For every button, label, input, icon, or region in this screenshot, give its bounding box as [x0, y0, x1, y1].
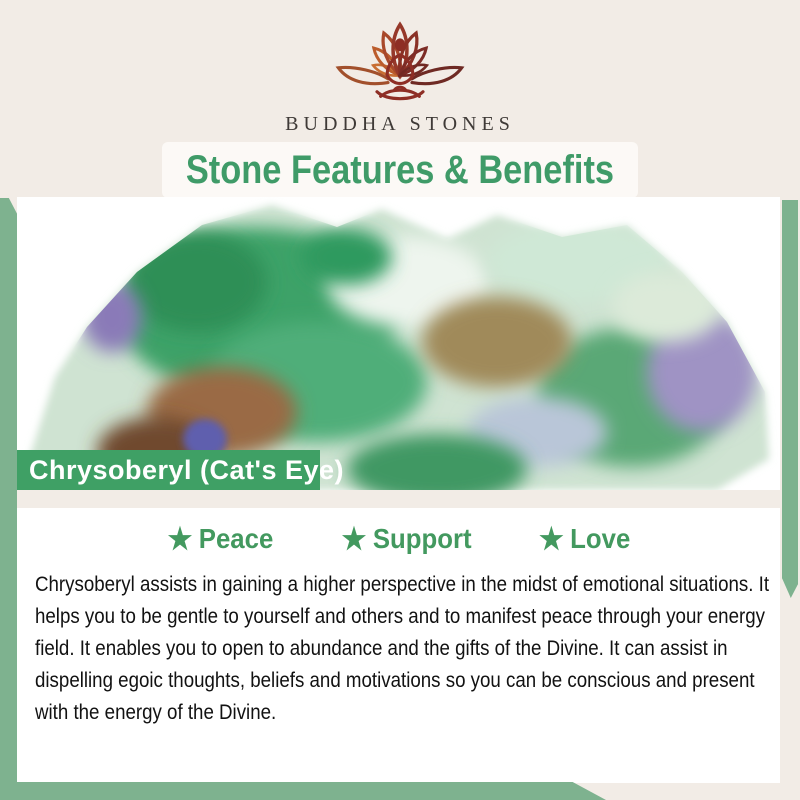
stone-photo — [17, 197, 780, 490]
benefit-label: Support — [372, 523, 472, 554]
benefit-label: Peace — [198, 523, 274, 554]
page-title: Stone Features & Benefits — [185, 147, 615, 192]
divider-strip — [17, 490, 780, 508]
section-title-box — [162, 142, 638, 198]
bottom-accent-band — [0, 782, 606, 800]
benefit-item-peace — [167, 522, 273, 557]
benefit-item-support — [341, 522, 471, 557]
star-icon: ★ — [167, 522, 193, 556]
star-icon: ★ — [341, 522, 367, 556]
brand-logo — [0, 20, 800, 112]
star-icon: ★ — [538, 522, 564, 556]
lotus-meditation-icon — [320, 20, 480, 112]
right-accent-bar — [782, 200, 798, 598]
benefit-label: Love — [570, 523, 631, 554]
benefits-section — [17, 508, 780, 783]
content-panel — [17, 197, 780, 783]
stone-name-banner: Chrysoberyl (Cat's Eye) — [17, 450, 320, 490]
stone-illustration — [17, 197, 780, 490]
brand-name: BUDDHA STONES — [285, 113, 515, 135]
benefit-item-love — [539, 522, 630, 557]
left-accent-bar — [0, 198, 17, 800]
stone-description: Chrysoberyl assists in gaining a higher perspective in the midst of emotional situations. It helps you to be gentle to yourself and others and to manifest peace through your energy field. It enables you to open to abundance and the gifts of the Divine. It can assist in dispelling egoic thoughts, beliefs and motivations so you can be conscious and present with the energy of the Divine. — [35, 572, 770, 724]
benefits-row — [17, 518, 780, 560]
